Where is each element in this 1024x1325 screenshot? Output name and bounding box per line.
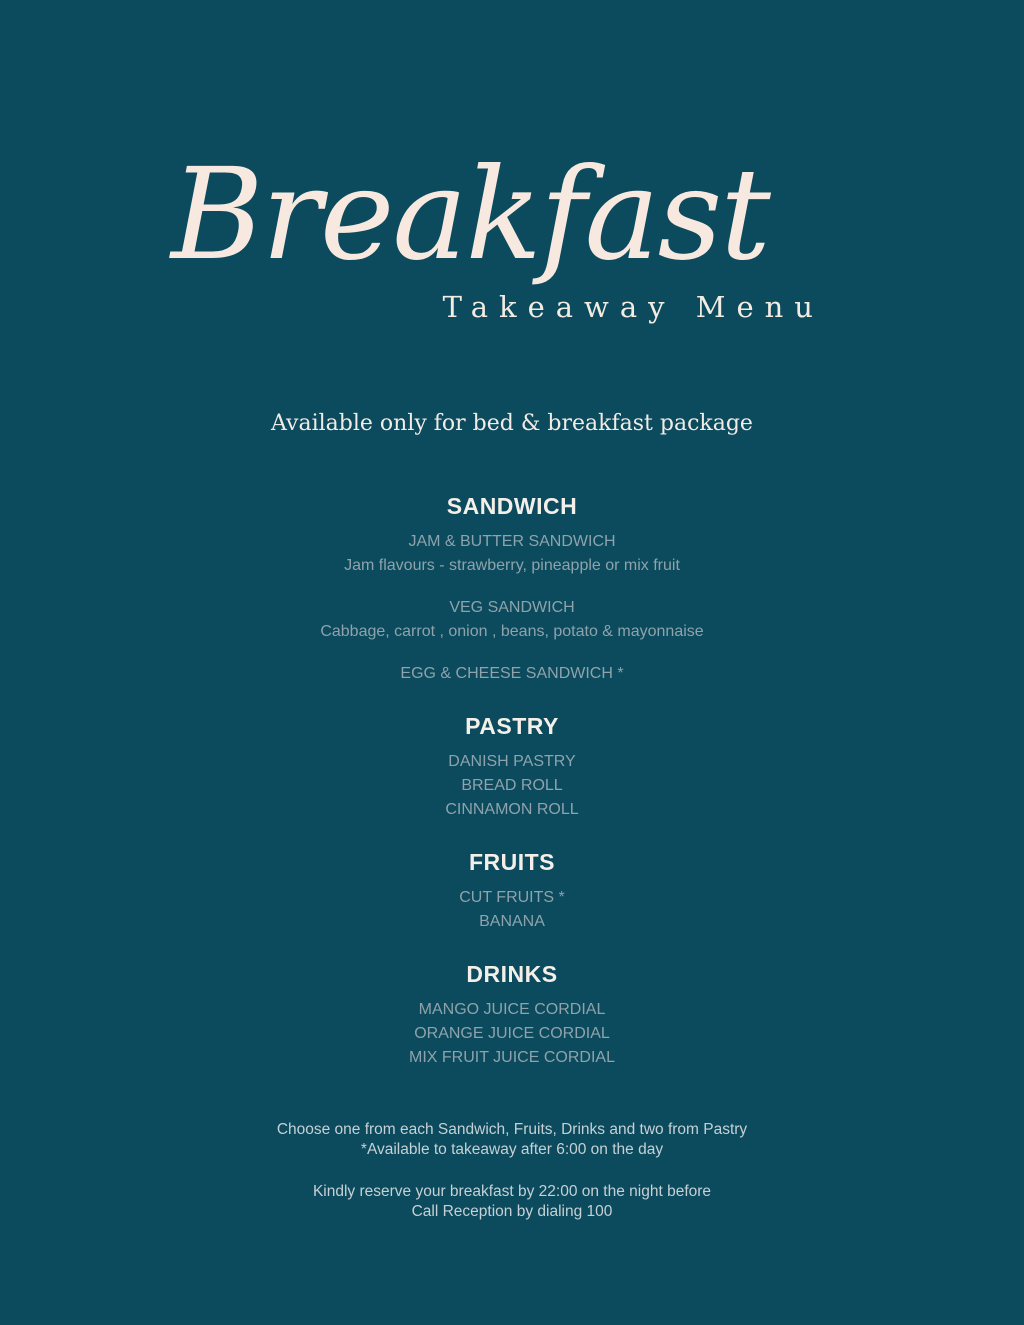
- section-title-sandwich: SANDWICH: [446, 492, 578, 519]
- menu-item-group: [0, 530, 1024, 578]
- pastry-item-list: [0, 750, 1024, 822]
- footer-reservation-info: [0, 1182, 1024, 1222]
- section-title-drinks: DRINKS: [466, 960, 558, 987]
- menu-item: DANISH PASTRY: [448, 752, 576, 770]
- title-block: [171, 0, 826, 325]
- menu-item: BANANA: [479, 912, 545, 930]
- page-subtitle: Takeaway Menu: [442, 290, 824, 324]
- footer-line: Call Reception by dialing 100: [411, 1202, 613, 1220]
- section-title-fruits: FRUITS: [468, 848, 556, 875]
- section-title-pastry: PASTRY: [465, 712, 559, 739]
- section-pastry: [0, 712, 1024, 822]
- menu-item-desc: Jam flavours - strawberry, pineapple or mix fruit: [344, 556, 680, 574]
- menu-item-group: [0, 662, 1024, 686]
- menu-item: MIX FRUIT JUICE CORDIAL: [409, 1048, 615, 1066]
- menu-item-group: [0, 596, 1024, 644]
- footer-selection-rules: [0, 1120, 1024, 1160]
- drinks-item-list: [0, 998, 1024, 1070]
- availability-note: Available only for bed & breakfast package: [271, 410, 753, 436]
- menu-item: BREAD ROLL: [461, 776, 563, 794]
- section-drinks: [0, 960, 1024, 1070]
- footer-line: Kindly reserve your breakfast by 22:00 on the night before: [312, 1182, 712, 1200]
- menu-item-desc: Cabbage, carrot , onion , beans, potato & mayonnaise: [320, 622, 704, 640]
- menu-item: EGG & CHEESE SANDWICH *: [400, 664, 624, 682]
- section-sandwich: [0, 492, 1024, 686]
- menu-item: VEG SANDWICH: [449, 598, 575, 616]
- menu-item: MANGO JUICE CORDIAL: [418, 1000, 606, 1018]
- footer-line: *Available to takeaway after 6:00 on the day: [360, 1140, 664, 1158]
- menu-item: CINNAMON ROLL: [445, 800, 579, 818]
- page-title: Breakfast: [171, 141, 769, 288]
- sandwich-item-list: [0, 530, 1024, 686]
- fruits-item-list: [0, 886, 1024, 934]
- footer-notes: [0, 1120, 1024, 1222]
- menu-item: CUT FRUITS *: [459, 888, 565, 906]
- section-fruits: [0, 848, 1024, 934]
- menu-item: JAM & BUTTER SANDWICH: [408, 532, 616, 550]
- menu-item: ORANGE JUICE CORDIAL: [414, 1024, 610, 1042]
- footer-line: Choose one from each Sandwich, Fruits, Drinks and two from Pastry: [276, 1120, 748, 1138]
